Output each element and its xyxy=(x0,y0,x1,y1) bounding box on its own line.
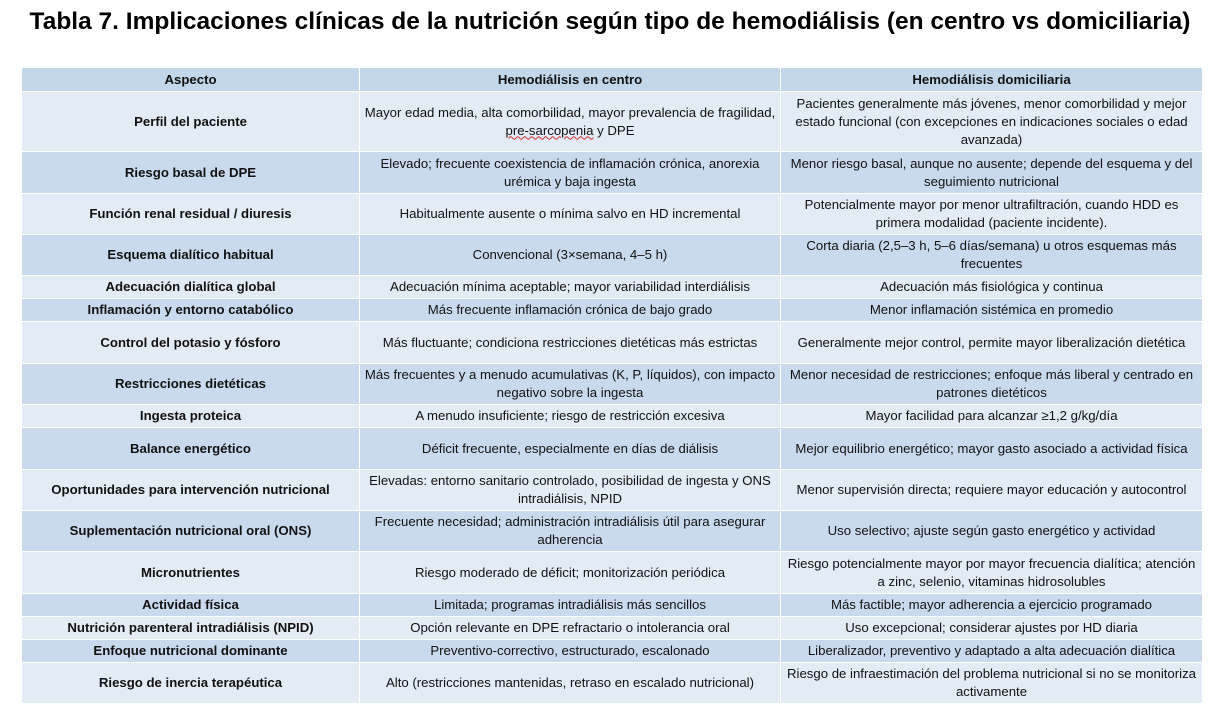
table-row xyxy=(22,92,1203,152)
row-center-value: Limitada; programas intradiálisis más sencillos xyxy=(360,594,781,617)
table-row xyxy=(22,299,1203,322)
column-header-center: Hemodiálisis en centro xyxy=(360,68,781,92)
row-home-value: Pacientes generalmente más jóvenes, menor comorbilidad y mejor estado funcional (con excepciones en indicaciones sociales o edad avanzada) xyxy=(781,92,1203,152)
row-aspect: Adecuación dialítica global xyxy=(22,276,360,299)
row-center-value xyxy=(360,92,781,152)
row-home-value: Corta diaria (2,5–3 h, 5–6 días/semana) u otros esquemas más frecuentes xyxy=(781,235,1203,276)
table-row xyxy=(22,594,1203,617)
table-row xyxy=(22,194,1203,235)
row-home-value: Riesgo potencialmente mayor por mayor frecuencia dialítica; atención a zinc, selenio, vitaminas hidrosolubles xyxy=(781,552,1203,594)
row-center-value: Convencional (3×semana, 4–5 h) xyxy=(360,235,781,276)
row-home-value: Menor inflamación sistémica en promedio xyxy=(781,299,1203,322)
table-row xyxy=(22,364,1203,405)
row-center-value: Más frecuente inflamación crónica de bajo grado xyxy=(360,299,781,322)
row-aspect: Restricciones dietéticas xyxy=(22,364,360,405)
row-center-value: Elevadas: entorno sanitario controlado, posibilidad de ingesta y ONS intradiálisis, NPID xyxy=(360,470,781,511)
column-header-home: Hemodiálisis domiciliaria xyxy=(781,68,1203,92)
row-center-value: Más frecuentes y a menudo acumulativas (K, P, líquidos), con impacto negativo sobre la ingesta xyxy=(360,364,781,405)
row-home-value: Menor riesgo basal, aunque no ausente; depende del esquema y del seguimiento nutricional xyxy=(781,152,1203,194)
row-home-value: Mayor facilidad para alcanzar ≥1,2 g/kg/día xyxy=(781,405,1203,428)
table-row xyxy=(22,511,1203,552)
row-aspect: Perfil del paciente xyxy=(22,92,360,152)
row-aspect: Riesgo basal de DPE xyxy=(22,152,360,194)
row-center-value: Opción relevante en DPE refractario o intolerancia oral xyxy=(360,617,781,640)
table-row xyxy=(22,235,1203,276)
table-row xyxy=(22,322,1203,364)
row-center-value: Más fluctuante; condiciona restricciones dietéticas más estrictas xyxy=(360,322,781,364)
row-center-value: Habitualmente ausente o mínima salvo en HD incremental xyxy=(360,194,781,235)
row-home-value: Uso excepcional; considerar ajustes por HD diaria xyxy=(781,617,1203,640)
row-center-text: Mayor edad media, alta comorbilidad, mayor prevalencia de fragilidad, pre-sarcopenia y DPE xyxy=(364,104,776,138)
row-aspect: Inflamación y entorno catabólico xyxy=(22,299,360,322)
row-center-value: Déficit frecuente, especialmente en días de diálisis xyxy=(360,428,781,470)
row-home-value: Mejor equilibrio energético; mayor gasto asociado a actividad física xyxy=(781,428,1203,470)
row-home-value: Uso selectivo; ajuste según gasto energético y actividad xyxy=(781,511,1203,552)
row-home-value: Generalmente mejor control, permite mayor liberalización dietética xyxy=(781,322,1203,364)
row-aspect: Función renal residual / diuresis xyxy=(22,194,360,235)
comparison-table xyxy=(21,67,1203,704)
row-center-value: Preventivo-correctivo, estructurado, escalonado xyxy=(360,640,781,663)
row-center-value: A menudo insuficiente; riesgo de restricción excesiva xyxy=(360,405,781,428)
table-header-row xyxy=(22,68,1203,92)
table-row xyxy=(22,152,1203,194)
row-home-value: Más factible; mayor adherencia a ejercicio programado xyxy=(781,594,1203,617)
row-aspect: Suplementación nutricional oral (ONS) xyxy=(22,511,360,552)
row-aspect: Actividad física xyxy=(22,594,360,617)
table-row xyxy=(22,405,1203,428)
row-center-value: Frecuente necesidad; administración intradiálisis útil para asegurar adherencia xyxy=(360,511,781,552)
row-home-value: Potencialmente mayor por menor ultrafiltración, cuando HDD es primera modalidad (paciente incidente). xyxy=(781,194,1203,235)
row-aspect: Ingesta proteica xyxy=(22,405,360,428)
table-row xyxy=(22,663,1203,704)
row-home-value: Menor necesidad de restricciones; enfoque más liberal y centrado en patrones dietéticos xyxy=(781,364,1203,405)
row-aspect: Micronutrientes xyxy=(22,552,360,594)
row-home-value: Adecuación más fisiológica y continua xyxy=(781,276,1203,299)
row-center-value: Alto (restricciones mantenidas, retraso en escalado nutricional) xyxy=(360,663,781,704)
table-row xyxy=(22,276,1203,299)
table-row xyxy=(22,552,1203,594)
table-row xyxy=(22,640,1203,663)
row-aspect: Riesgo de inercia terapéutica xyxy=(22,663,360,704)
table-row xyxy=(22,617,1203,640)
row-aspect: Oportunidades para intervención nutricional xyxy=(22,470,360,511)
row-home-value: Liberalizador, preventivo y adaptado a alta adecuación dialítica xyxy=(781,640,1203,663)
row-aspect: Esquema dialítico habitual xyxy=(22,235,360,276)
row-aspect: Enfoque nutricional dominante xyxy=(22,640,360,663)
row-center-value: Elevado; frecuente coexistencia de inflamación crónica, anorexia urémica y baja ingesta xyxy=(360,152,781,194)
row-aspect: Balance energético xyxy=(22,428,360,470)
spellcheck-underlined-word: pre-sarcopenia xyxy=(505,122,594,138)
column-header-aspect: Aspecto xyxy=(22,68,360,92)
row-aspect: Nutrición parenteral intradiálisis (NPID) xyxy=(22,617,360,640)
table-row xyxy=(22,470,1203,511)
row-home-value: Riesgo de infraestimación del problema nutricional si no se monitoriza activamente xyxy=(781,663,1203,704)
table-title: Tabla 7. Implicaciones clínicas de la nutrición según tipo de hemodiálisis (en centro vs domiciliaria) xyxy=(29,8,1191,35)
row-aspect: Control del potasio y fósforo xyxy=(22,322,360,364)
row-center-value: Adecuación mínima aceptable; mayor variabilidad interdiálisis xyxy=(360,276,781,299)
table-row xyxy=(22,428,1203,470)
row-home-value: Menor supervisión directa; requiere mayor educación y autocontrol xyxy=(781,470,1203,511)
row-center-value: Riesgo moderado de déficit; monitorización periódica xyxy=(360,552,781,594)
